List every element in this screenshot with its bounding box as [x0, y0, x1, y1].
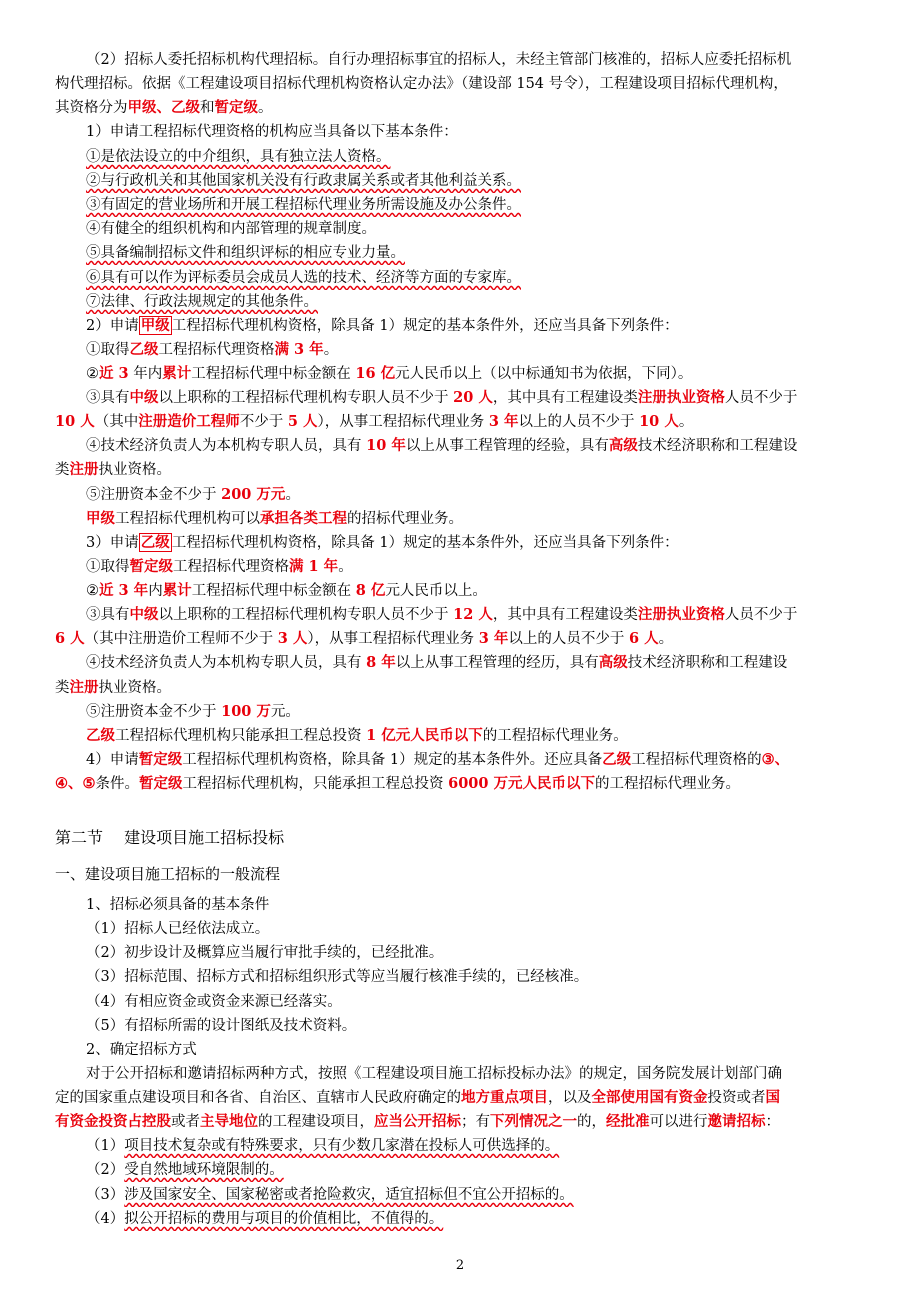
highlighted-text: 应当公开招标: [374, 1113, 461, 1130]
text-line: [86, 120, 867, 144]
underlined-text: ⑤具备编制招标文件和组织评标的相应专业力量。: [86, 245, 405, 261]
text-line: [86, 965, 867, 989]
text-span: 工程招标代理机构可以: [115, 511, 260, 527]
text-line: [86, 338, 867, 362]
text-line: [86, 1014, 867, 1038]
text-line: [86, 290, 867, 314]
text-line: [86, 941, 867, 965]
highlighted-text: ④、⑤: [55, 775, 96, 792]
text-span: （2）初步设计及概算应当履行审批手续的，已经批准。: [86, 945, 444, 961]
text-span: （1）招标人已经依法成立。: [86, 921, 270, 937]
text-span: 工程招标代理机构资格，除具备 1）规定的基本条件外。还应具备: [182, 752, 603, 768]
text-line: [86, 724, 867, 748]
highlighted-text: 暂定级: [138, 751, 183, 768]
text-line: [55, 772, 867, 796]
text-span: 。: [323, 342, 339, 358]
highlighted-text: 乙级: [171, 99, 200, 116]
text-line: [86, 603, 867, 627]
text-span: ④技术经济负责人为本机构专职人员，具有: [86, 438, 367, 454]
highlighted-text: 高级: [608, 437, 638, 454]
text-line: [86, 241, 867, 265]
highlighted-text: 6 人: [629, 630, 659, 647]
text-span: ；有: [461, 1114, 490, 1130]
text-span: ④有健全的组织机构和内部管理的规章制度。: [86, 221, 376, 237]
text-line: [86, 1183, 867, 1207]
underlined-text: ②与行政机关和其他国家机关没有行政隶属关系或者其他利益关系。: [86, 173, 521, 189]
text-span: 的，: [577, 1114, 606, 1130]
highlighted-text: 3 年: [488, 413, 519, 430]
highlighted-text: 国: [765, 1089, 780, 1106]
text-span: 其资格分为: [55, 100, 128, 116]
text-line: [86, 1134, 867, 1158]
text-line: [55, 627, 867, 651]
text-line: [86, 386, 867, 410]
highlighted-text: 中级: [129, 606, 159, 623]
text-line: [86, 434, 867, 458]
text-span: ，其中具有工程建设类: [492, 390, 638, 406]
text-span: 对于公开招标和邀请招标两种方式，按照《工程建设项目施工招标投标办法》的规定，国务院发展计划部门确: [86, 1066, 782, 1082]
highlighted-text: 甲级: [127, 99, 157, 116]
text-span: ①取得: [86, 342, 130, 358]
text-span: 以上从事工程管理的经历，具有: [395, 655, 599, 671]
text-line: [86, 266, 867, 290]
text-line: [55, 410, 867, 434]
text-span: （3）: [86, 1187, 125, 1203]
text-span: 工程招标代理机构资格，除具备 1）规定的基本条件外，还应当具备下列条件：: [171, 535, 679, 551]
highlighted-text: 下列情况之一: [490, 1113, 577, 1130]
text-span: （5）有招标所需的设计图纸及技术资料。: [86, 1018, 357, 1034]
text-line: [86, 507, 867, 531]
text-span: 2、确定招标方式: [86, 1042, 197, 1058]
highlighted-text: 、: [156, 99, 171, 116]
text-span: （4）: [86, 1211, 125, 1227]
text-span: 2）申请: [86, 318, 139, 334]
text-line: [86, 555, 867, 579]
text-line: [86, 1038, 867, 1062]
highlighted-text: 甲级: [140, 317, 170, 334]
text-line: [86, 193, 867, 217]
highlighted-text: 10 人: [639, 413, 679, 430]
text-span: 以上职称的工程招标代理机构专职人员不少于: [158, 390, 454, 406]
text-span: 或者: [171, 1114, 200, 1130]
text-line: [55, 72, 867, 96]
text-span: 人员不少于: [724, 390, 798, 406]
text-span: 的工程建设项目，: [258, 1114, 374, 1130]
text-line: [86, 1207, 867, 1231]
text-span: 。: [658, 631, 674, 647]
highlighted-text: 近 3 年: [99, 582, 149, 599]
text-line: [86, 314, 867, 338]
highlighted-text: 近 3: [99, 365, 129, 382]
text-line: [55, 826, 867, 850]
text-span: （3）招标范围、招标方式和招标组织形式等应当履行核准手续的，已经核准。: [86, 969, 589, 985]
text-span: 执业资格。: [98, 680, 171, 696]
text-span: 技术经济职称和工程建设: [637, 438, 798, 454]
text-line: [86, 651, 867, 675]
text-span: 工程招标代理机构资格，除具备 1）规定的基本条件外，还应当具备下列条件：: [171, 318, 679, 334]
text-span: 类: [55, 462, 70, 478]
text-span: （2）: [86, 1162, 125, 1178]
underlined-text: 涉及国家安全、国家秘密或者抢险救灾，适宜招标但不宜公开招标的。: [124, 1187, 574, 1203]
text-span: ④技术经济负责人为本机构专职人员，具有: [86, 655, 367, 671]
text-span: ⑤注册资本金不少于: [86, 487, 222, 503]
text-line: [86, 362, 867, 386]
highlighted-text: 注册造价工程师: [138, 413, 240, 430]
highlighted-text: 8 亿: [355, 582, 386, 599]
highlighted-text: 乙级: [86, 727, 115, 744]
text-span: 第二节 建设项目施工招标投标: [55, 828, 285, 847]
text-span: 元人民币以上。: [385, 583, 487, 599]
highlighted-text: 注册执业资格: [637, 606, 725, 623]
text-span: 执业资格。: [98, 462, 171, 478]
highlighted-text: 主导地位: [200, 1113, 258, 1130]
text-span: 元人民币以上（以中标通知书为依据，下同）。: [395, 366, 693, 382]
text-span: 可以进行: [649, 1114, 708, 1130]
highlighted-text: 累计: [162, 582, 192, 599]
highlighted-text: 有资金投资占控股: [55, 1113, 171, 1130]
highlighted-text: 全部使用国有资金: [591, 1089, 708, 1106]
text-span: （其中: [94, 414, 139, 430]
text-span: 的招标代理业务。: [347, 511, 463, 527]
highlighted-text: 中级: [129, 389, 159, 406]
underlined-text: 拟公开招标的费用与项目的价值相比，不值得的。: [124, 1211, 444, 1227]
text-span: 工程招标代理机构只能承担工程总投资: [115, 728, 367, 744]
highlighted-text: 20 人: [453, 389, 493, 406]
text-span: 的工程招标代理业务。: [482, 728, 628, 744]
text-span: 不少于: [239, 414, 288, 430]
highlighted-text: 注册执业资格: [637, 389, 725, 406]
text-span: ：: [765, 1114, 780, 1130]
text-span: 4）申请: [86, 752, 139, 768]
highlighted-text: 3 年: [478, 630, 509, 647]
text-span: 以上的人员不少于: [518, 414, 640, 430]
highlighted-text: 6000 万元人民币以下: [448, 775, 596, 792]
underlined-text: 受自然地域环境限制的。: [124, 1162, 284, 1178]
text-span: 年内: [128, 366, 163, 382]
text-span: 工程招标代理资格: [173, 559, 289, 575]
text-line: [86, 748, 867, 772]
text-span: ，以及: [548, 1090, 592, 1106]
text-line: [86, 483, 867, 507]
text-line: [86, 169, 867, 193]
text-line: [86, 531, 867, 555]
text-span: 工程招标代理资格: [158, 342, 275, 358]
text-span: 一、建设项目施工招标的一般流程: [55, 865, 281, 883]
highlighted-text: 甲级: [86, 510, 115, 527]
text-line: [55, 1086, 867, 1110]
underlined-text: 项目技术复杂或有特殊要求，只有少数几家潜在投标人可供选择的。: [124, 1138, 560, 1154]
highlighted-text: 1 亿元人民币以下: [366, 727, 483, 744]
text-span: 。: [338, 559, 353, 575]
highlighted-text: ③、: [761, 751, 790, 768]
underlined-text: ⑦法律、行政法规规定的其他条件。: [86, 294, 318, 310]
highlighted-text: 200 万元: [221, 486, 286, 503]
text-span: 1）申请工程招标代理资格的机构应当具备以下基本条件：: [86, 124, 458, 140]
text-span: 工程招标代理机构，只能承担工程总投资: [182, 776, 449, 792]
text-span: 。: [678, 414, 694, 430]
text-span: 构代理招标。依据《工程建设项目招标代理机构资格认定办法》（建设部 154 号令），工程建设项目招标代理机构，: [55, 76, 788, 92]
text-span: 3）申请: [86, 535, 139, 551]
highlighted-text: 累计: [162, 365, 192, 382]
text-line: [55, 1110, 867, 1134]
text-span: 。: [258, 100, 273, 116]
text-span: 内: [148, 583, 163, 599]
text-span: ，其中具有工程建设类: [492, 607, 638, 623]
text-line: [86, 217, 867, 241]
text-span: ①取得: [86, 559, 130, 575]
text-span: 人员不少于: [724, 607, 798, 623]
highlighted-text: 10 人: [55, 413, 95, 430]
highlighted-text: 暂定级: [139, 775, 183, 792]
highlighted-text: 16 亿: [355, 365, 396, 382]
text-line: [86, 893, 867, 917]
highlighted-text: 10 年: [366, 437, 406, 454]
page-number: 2: [455, 1258, 465, 1273]
text-span: 的工程招标代理业务。: [595, 776, 741, 792]
highlighted-text: 8 年: [366, 654, 396, 671]
text-line: [55, 676, 867, 700]
text-span: （1）: [86, 1138, 125, 1154]
highlighted-text: 6 人: [55, 630, 85, 647]
text-span: ③具有: [86, 390, 130, 406]
highlighted-text: 暂定级: [129, 558, 173, 575]
text-span: ②: [86, 366, 99, 382]
highlighted-text: 满 1 年: [289, 558, 339, 575]
text-span: 类: [55, 680, 70, 696]
text-span: 定的国家重点建设项目和各省、自治区、直辖市人民政府确定的: [55, 1090, 461, 1106]
text-span: 工程招标代理资格的: [631, 752, 762, 768]
text-line: [86, 917, 867, 941]
text-span: ③具有: [86, 607, 130, 623]
text-line: [86, 48, 867, 72]
highlighted-text: 满 3 年: [274, 341, 324, 358]
text-span: 技术经济职称和工程建设: [627, 655, 788, 671]
highlighted-text: 注册: [69, 461, 99, 478]
highlighted-text: 承担各类工程: [260, 510, 347, 527]
highlighted-text: 乙级: [602, 751, 632, 768]
highlighted-text: 邀请招标: [707, 1113, 766, 1130]
highlighted-text: 3 人: [277, 630, 308, 647]
highlighted-text: 乙级: [129, 341, 159, 358]
text-span: 条件。: [95, 776, 139, 792]
text-span: 。: [285, 487, 300, 503]
text-line: [55, 458, 867, 482]
highlighted-text: 12 人: [453, 606, 493, 623]
highlighted-text: 乙级: [140, 534, 170, 551]
text-span: 元。: [270, 704, 300, 720]
text-span: 投资或者: [707, 1090, 766, 1106]
underlined-text: ①是依法设立的中介组织，具有独立法人资格。: [86, 149, 391, 165]
highlighted-text: 5 人: [287, 413, 318, 430]
text-span: 以上职称的工程招标代理机构专职人员不少于: [158, 607, 454, 623]
text-line: [86, 1062, 867, 1086]
text-line: [86, 700, 867, 724]
text-span: 以上的人员不少于: [508, 631, 629, 647]
highlighted-text: 高级: [598, 654, 628, 671]
text-span: 工程招标代理中标金额在: [191, 366, 356, 382]
text-line: [55, 862, 867, 886]
text-span: 1、招标必须具备的基本条件: [86, 897, 270, 913]
highlighted-text: 地方重点项目: [461, 1089, 548, 1106]
text-span: 工程招标代理中标金额在: [191, 583, 356, 599]
text-line: [86, 990, 867, 1014]
text-span: 以上从事工程管理的经验，具有: [405, 438, 609, 454]
text-span: ⑤注册资本金不少于: [86, 704, 222, 720]
text-line: [55, 96, 867, 120]
text-span: ），从事工程招标代理业务: [317, 414, 489, 430]
text-span: （2）招标人委托招标机构代理招标。自行办理招标事宜的招标人，未经主管部门核准的，招标人应委托招标机: [86, 52, 792, 68]
text-line: [86, 145, 867, 169]
text-span: ），从事工程招标代理业务: [307, 631, 479, 647]
underlined-text: ⑥具有可以作为评标委员会成员人选的技术、经济等方面的专家库。: [86, 270, 521, 286]
highlighted-text: 注册: [69, 679, 99, 696]
highlighted-text: 100 万: [221, 703, 271, 720]
text-line: [86, 579, 867, 603]
text-span: ②: [86, 583, 99, 599]
text-span: （4）有相应资金或资金来源已经落实。: [86, 994, 342, 1010]
highlighted-text: 经批准: [606, 1113, 650, 1130]
highlighted-text: 暂定级: [214, 99, 258, 116]
underlined-text: ③有固定的营业场所和开展工程招标代理业务所需设施及办公条件。: [86, 197, 521, 213]
text-line: [86, 1158, 867, 1182]
text-span: （其中注册造价工程师不少于: [84, 631, 278, 647]
text-span: 和: [200, 100, 215, 116]
